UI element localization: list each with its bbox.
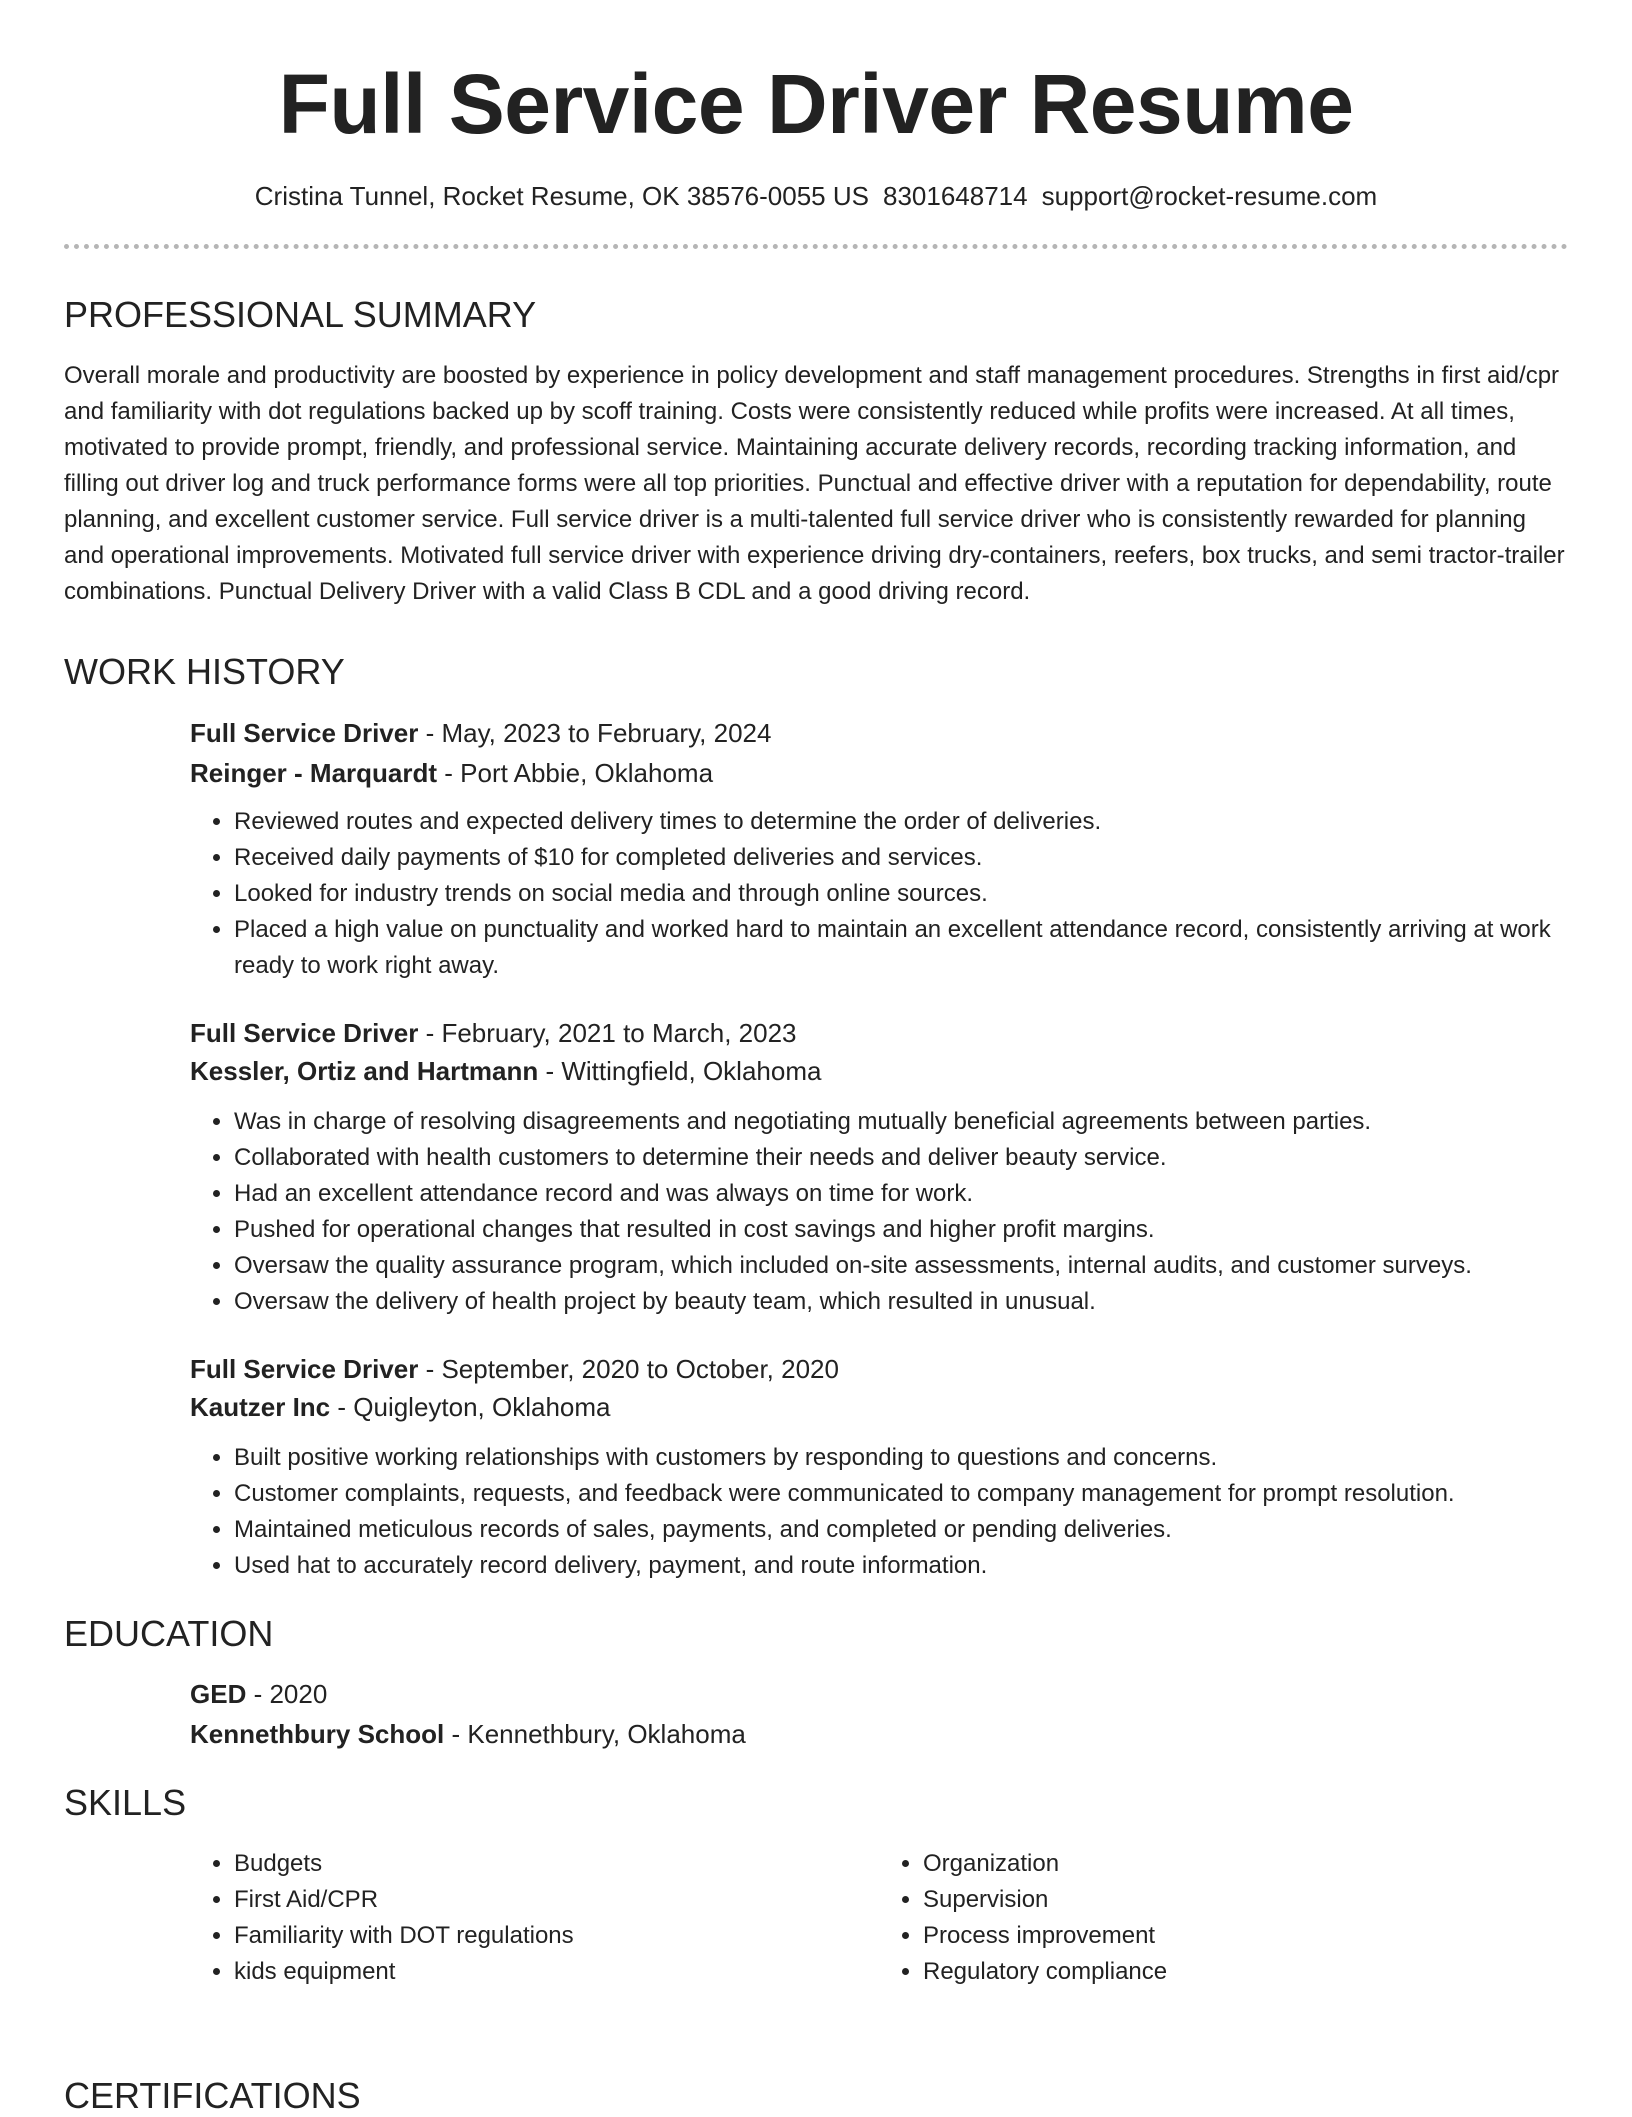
job-dates: - February, 2021 to March, 2023 (418, 1017, 797, 1048)
list-item: • Maintained meticulous records of sales, payments, and completed or pending deliveries. (234, 1512, 1568, 1548)
job-location: - Quigleyton, Oklahoma (330, 1391, 611, 1422)
skill-item: • Budgets (234, 1846, 879, 1882)
job-role: Full Service Driver (190, 1353, 419, 1384)
education-year: - 2020 (246, 1678, 328, 1709)
skill-item: • Supervision (923, 1882, 1568, 1918)
job-company: Kessler, Ortiz and Hartmann (190, 1055, 539, 1086)
job-title-line (190, 1014, 1568, 1052)
job-entry (190, 1350, 1568, 1584)
list-item: • Customer complaints, requests, and feedback were communicated to company management for prompt resolution. (234, 1476, 1568, 1512)
job-company: Reinger - Marquardt (190, 757, 438, 788)
header-divider (64, 244, 1568, 249)
list-item: • Looked for industry trends on social media and through online sources. (234, 876, 1568, 912)
skills-list-right (879, 1846, 1568, 1990)
summary-heading: PROFESSIONAL SUMMARY (64, 294, 537, 336)
job-bullets (190, 804, 1568, 984)
resume-title: Full Service Driver Resume (278, 57, 1354, 151)
list-item: • Placed a high value on punctuality and worked hard to maintain an excellent attendance record, consistently arriving at work ready to work right away. (234, 912, 1568, 984)
job-company-line (190, 1052, 1568, 1090)
skill-item: • Organization (923, 1846, 1568, 1882)
work-history-heading: WORK HISTORY (64, 651, 345, 693)
skill-item: • Regulatory compliance (923, 1954, 1568, 1990)
job-location: - Wittingfield, Oklahoma (538, 1055, 822, 1086)
education-entry (190, 1675, 1568, 1753)
job-location: - Port Abbie, Oklahoma (437, 757, 714, 788)
job-title-line (190, 1350, 1568, 1388)
education-heading: EDUCATION (64, 1612, 274, 1654)
job-entry (190, 714, 1568, 984)
skill-item: • Process improvement (923, 1918, 1568, 1954)
list-item: • Had an excellent attendance record and was always on time for work. (234, 1176, 1568, 1212)
education-degree: GED (190, 1678, 247, 1709)
job-role: Full Service Driver (190, 717, 419, 748)
education-degree-line (190, 1675, 1568, 1713)
list-item: • Pushed for operational changes that resulted in cost savings and higher profit margins. (234, 1212, 1568, 1248)
list-item: • Was in charge of resolving disagreements and negotiating mutually beneficial agreements between parties. (234, 1104, 1568, 1140)
skill-item: • kids equipment (234, 1954, 879, 1990)
contact-phone: 8301648714 (882, 181, 1028, 212)
education-school: Kennethbury School (190, 1718, 445, 1749)
skills-heading: SKILLS (64, 1781, 187, 1823)
job-dates: - May, 2023 to February, 2024 (418, 717, 772, 748)
list-item: • Used hat to accurately record delivery, payment, and route information. (234, 1548, 1568, 1584)
skill-item: • First Aid/CPR (234, 1882, 879, 1918)
job-company-line (190, 754, 1568, 792)
job-bullets (190, 1440, 1568, 1584)
education-school-line (190, 1715, 1568, 1753)
job-company-line (190, 1388, 1568, 1426)
job-company: Kautzer Inc (190, 1391, 331, 1422)
list-item: • Oversaw the delivery of health project by beauty team, which resulted in unusual. (234, 1284, 1568, 1320)
job-dates: - September, 2020 to October, 2020 (418, 1353, 839, 1384)
list-item: • Collaborated with health customers to determine their needs and deliver beauty service. (234, 1140, 1568, 1176)
job-bullets (190, 1104, 1568, 1320)
certifications-heading: CERTIFICATIONS (64, 2075, 361, 2116)
contact-email: support@rocket-resume.com (1041, 181, 1378, 212)
summary-text: Overall morale and productivity are boosted by experience in policy development and staff management procedures. Strengths in first aid/cpr and familiarity with dot regulations backed up by scoff training. Costs were consistently reduced while profits were increased. At all times, motivated to provide prompt, friendly, and professional service. Maintaining accurate delivery records, recording tracking information, and filling out driver log and truck performance forms were all top priorities. Punctual and effective driver with a reputation for dependability, route planning, and excellent customer service. Full service driver is a multi-talented full service driver who is consistently rewarded for planning and operational improvements. Motivated full service driver with experience driving dry-containers, reefers, box trucks, and semi tractor-trailer combinations. Punctual Delivery Driver with a valid Class B CDL and a good driving record. (64, 362, 1565, 606)
skills-list-left (190, 1846, 879, 1990)
job-entry (190, 1014, 1568, 1320)
list-item: • Reviewed routes and expected delivery times to determine the order of deliveries. (234, 804, 1568, 840)
job-title-line (190, 714, 1568, 752)
skills-columns (190, 1846, 1568, 1990)
job-role: Full Service Driver (190, 1017, 419, 1048)
contact-line (64, 180, 1568, 214)
education-location: - Kennethbury, Oklahoma (444, 1718, 746, 1749)
contact-address: Cristina Tunnel, Rocket Resume, OK 38576-0055 US (254, 181, 869, 212)
list-item: • Built positive working relationships with customers by responding to questions and concerns. (234, 1440, 1568, 1476)
list-item: • Oversaw the quality assurance program, which included on-site assessments, internal audits, and customer surveys. (234, 1248, 1568, 1284)
skill-item: • Familiarity with DOT regulations (234, 1918, 879, 1954)
list-item: • Received daily payments of $10 for completed deliveries and services. (234, 840, 1568, 876)
